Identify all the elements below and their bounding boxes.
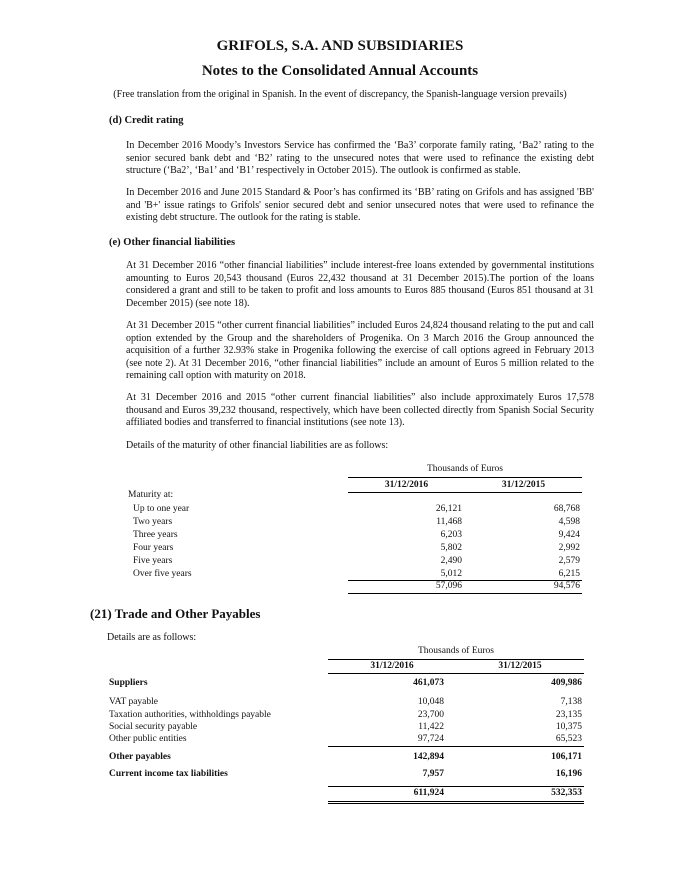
section-d-paragraph-1: In December 2016 Moody’s Investors Service has confirmed the ‘Ba3’ corporate family rating, ‘Ba2’ rating to the senior secured bank debt and ‘B2’ rating to the unsecured notes that were used to refinance the existing debt structure (‘Ba2’, ‘Ba1’ and ‘B1’ respectively in October 2015). The outlook is confirmed as stable. [126, 140, 594, 177]
section-d-paragraph-2: In December 2016 and June 2015 Standard & Poor’s has confirmed its ‘BB’ rating on Grifols and has assigned 'BB' and 'B+' issue ratings to Grifols' senior secured debt and senior unsecured notes that were used to refinance the existing debt structure. The outlook for the rating is stable. [126, 187, 594, 224]
maturity-row-2015: 68,768 [553, 504, 580, 514]
payables-total-2015: 532,353 [551, 788, 582, 798]
other-payables-2016: 142,894 [413, 752, 444, 762]
payables-row-2016: 10,048 [417, 697, 444, 707]
maturity-row-2015: 6,215 [558, 569, 580, 579]
maturity-row-label: Over five years [133, 569, 192, 579]
header-underline [348, 492, 582, 493]
section-e-paragraph-2: At 31 December 2015 “other current financial liabilities” included Euros 24,824 thousand relating to the put and call option extended by the Group and the shareholders of Progenika. On 3 March 2016 the Group announced the acquisition of a further 32.93% stake in Progenika following the exercise of call options agreed in February 2013 (see note 2). At 31 December 2016, “other financial liabilities” include an amount of Euros 5 million related to the remaining call option with maturity on 2018. [126, 320, 594, 382]
maturity-row-label: Four years [133, 543, 174, 553]
maturity-total-2015: 94,576 [553, 581, 580, 591]
payables-row-label: Social security payable [109, 722, 198, 732]
subtotal-overline [328, 746, 584, 747]
payables-row-2015: 10,375 [555, 722, 582, 732]
other-payables-label: Other payables [109, 752, 171, 762]
translation-note: (Free translation from the original in Spanish. In the event of discrepancy, the Spanish-language version prevails) [113, 89, 567, 100]
other-payables-2015: 106,171 [551, 752, 582, 762]
payables-row-2015: 23,135 [555, 710, 582, 720]
suppliers-label: Suppliers [109, 678, 148, 688]
maturity-row-2016: 11,468 [436, 517, 462, 527]
document-title: Notes to the Consolidated Annual Accounts [201, 63, 479, 79]
maturity-row-label: Up to one year [133, 504, 190, 514]
section-21-heading: (21) Trade and Other Payables [90, 606, 261, 621]
maturity-row-2016: 5,012 [440, 569, 462, 579]
section-d-heading: (d) Credit rating [109, 115, 184, 126]
maturity-table-units: Thousands of Euros [427, 464, 503, 474]
payables-row-2015: 65,523 [555, 734, 582, 744]
company-title: GRIFOLS, S.A. AND SUBSIDIARIES [216, 38, 464, 54]
maturity-total-2016: 57,096 [435, 581, 462, 591]
payables-row-2016: 11,422 [418, 722, 444, 732]
maturity-row-2016: 26,121 [435, 504, 462, 514]
suppliers-2016: 461,073 [413, 678, 444, 688]
maturity-row-2016: 2,490 [440, 556, 462, 566]
maturity-col-2016: 31/12/2016 [384, 480, 429, 490]
maturity-row-2015: 2,992 [558, 543, 580, 553]
payables-total-2016: 611,924 [413, 788, 444, 798]
section-e-heading: (e) Other financial liabilities [109, 237, 236, 248]
section-e-paragraph-1: At 31 December 2016 “other financial liabilities” include interest-free loans extended by governmental institutions amounting to Euros 20,543 thousand (Euros 22,432 thousand at 31 December 2015).The portion of the loans considered a grant and still to be taken to profit and loss amounts to Euros 885 thousand (Euros 851 thousand at 31 December 2015) (see note 18). [126, 260, 594, 309]
maturity-row-label: Two years [133, 517, 173, 527]
current-tax-label: Current income tax liabilities [109, 769, 228, 779]
maturity-row-2015: 4,598 [558, 517, 580, 527]
payables-row-label: Taxation authorities, withholdings payable [109, 710, 271, 720]
payables-table-units: Thousands of Euros [418, 646, 494, 656]
total-double-underline-1 [328, 801, 584, 802]
suppliers-2015: 409,986 [551, 678, 582, 688]
payables-row-2016: 23,700 [417, 710, 444, 720]
maturity-at-label: Maturity at: [128, 490, 174, 500]
maturity-row-label: Five years [133, 556, 173, 566]
total-double-underline-2 [328, 803, 584, 804]
maturity-row-label: Three years [133, 530, 178, 540]
maturity-row-2015: 2,579 [558, 556, 580, 566]
current-tax-2016: 7,957 [422, 769, 444, 779]
section-e-paragraph-3: At 31 December 2016 and 2015 “other current financial liabilities” also include approximately Euros 17,578 thousand and Euros 39,232 thousand, respectively, which have been collected directly from Spanish Social Security affiliated bodies and transferred to financial institutions (see note 13). [126, 392, 594, 429]
current-tax-2015: 16,196 [555, 769, 582, 779]
header-underline [328, 673, 584, 674]
units-underline [348, 477, 582, 478]
section-21-intro: Details are as follows: [107, 632, 197, 643]
maturity-row-2016: 6,203 [440, 530, 462, 540]
units-underline [328, 659, 584, 660]
payables-row-2015: 7,138 [560, 697, 582, 707]
payables-row-label: Other public entities [109, 734, 187, 744]
section-e-paragraph-4: Details of the maturity of other financial liabilities are as follows: [126, 440, 389, 451]
payables-col-2015: 31/12/2015 [498, 661, 542, 671]
total-overline [328, 786, 584, 787]
total-underline [348, 593, 582, 594]
maturity-row-2015: 9,424 [558, 530, 580, 540]
payables-col-2016: 31/12/2016 [370, 661, 414, 671]
payables-row-label: VAT payable [109, 697, 158, 707]
payables-row-2016: 97,724 [417, 734, 444, 744]
maturity-row-2016: 5,802 [440, 543, 462, 553]
maturity-col-2015: 31/12/2015 [501, 480, 546, 490]
